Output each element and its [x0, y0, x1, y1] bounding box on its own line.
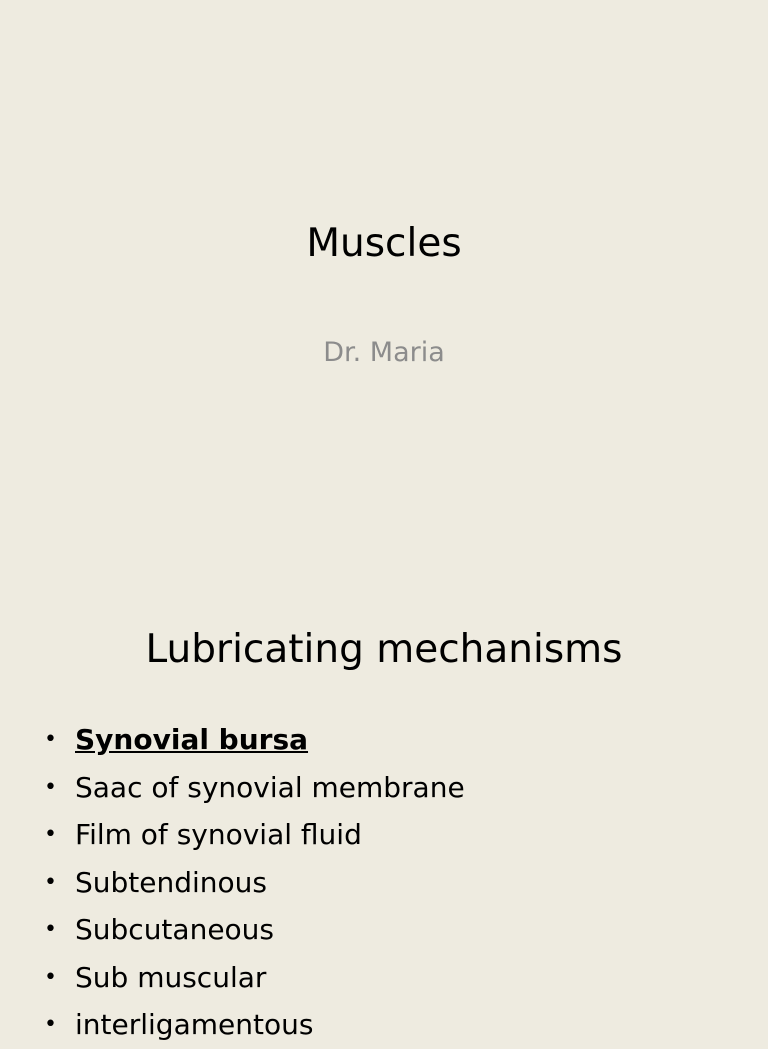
bullet-icon: •: [44, 917, 57, 942]
bullet-icon: •: [44, 1012, 57, 1037]
bullet-icon: •: [44, 774, 57, 800]
bullet-item-subcutaneous: [0, 906, 768, 954]
slide-title: Lubricating mechanisms: [145, 627, 623, 672]
bullet-icon: •: [44, 727, 57, 752]
bullet-item-saac: [0, 764, 768, 812]
bullet-item-subtendinous: [0, 859, 768, 907]
bullet-item-interligamentous: [0, 1001, 768, 1049]
bullet-text: Subtendinous: [75, 865, 268, 899]
bullet-icon: •: [44, 822, 57, 847]
slide-subtitle-author: Dr. Maria: [323, 337, 445, 368]
bullet-icon: •: [44, 964, 57, 990]
slide-title: Muscles: [306, 221, 462, 266]
bullet-text: Synovial bursa: [75, 723, 309, 756]
bullet-icon: •: [44, 869, 57, 895]
bullet-item-synovial-bursa: [0, 716, 768, 764]
bullet-text: Subcutaneous: [75, 913, 275, 946]
bullet-item-sub-muscular: [0, 954, 768, 1002]
bullet-item-film: [0, 811, 768, 859]
content-slide: [0, 576, 768, 1041]
bullet-text: interligamentous: [75, 1008, 314, 1041]
bullet-text: Film of synovial fluid: [75, 818, 362, 851]
bullet-list: [0, 716, 768, 1049]
bullet-text: Saac of synovial membrane: [75, 770, 465, 804]
bullet-text: Sub muscular: [75, 960, 267, 994]
